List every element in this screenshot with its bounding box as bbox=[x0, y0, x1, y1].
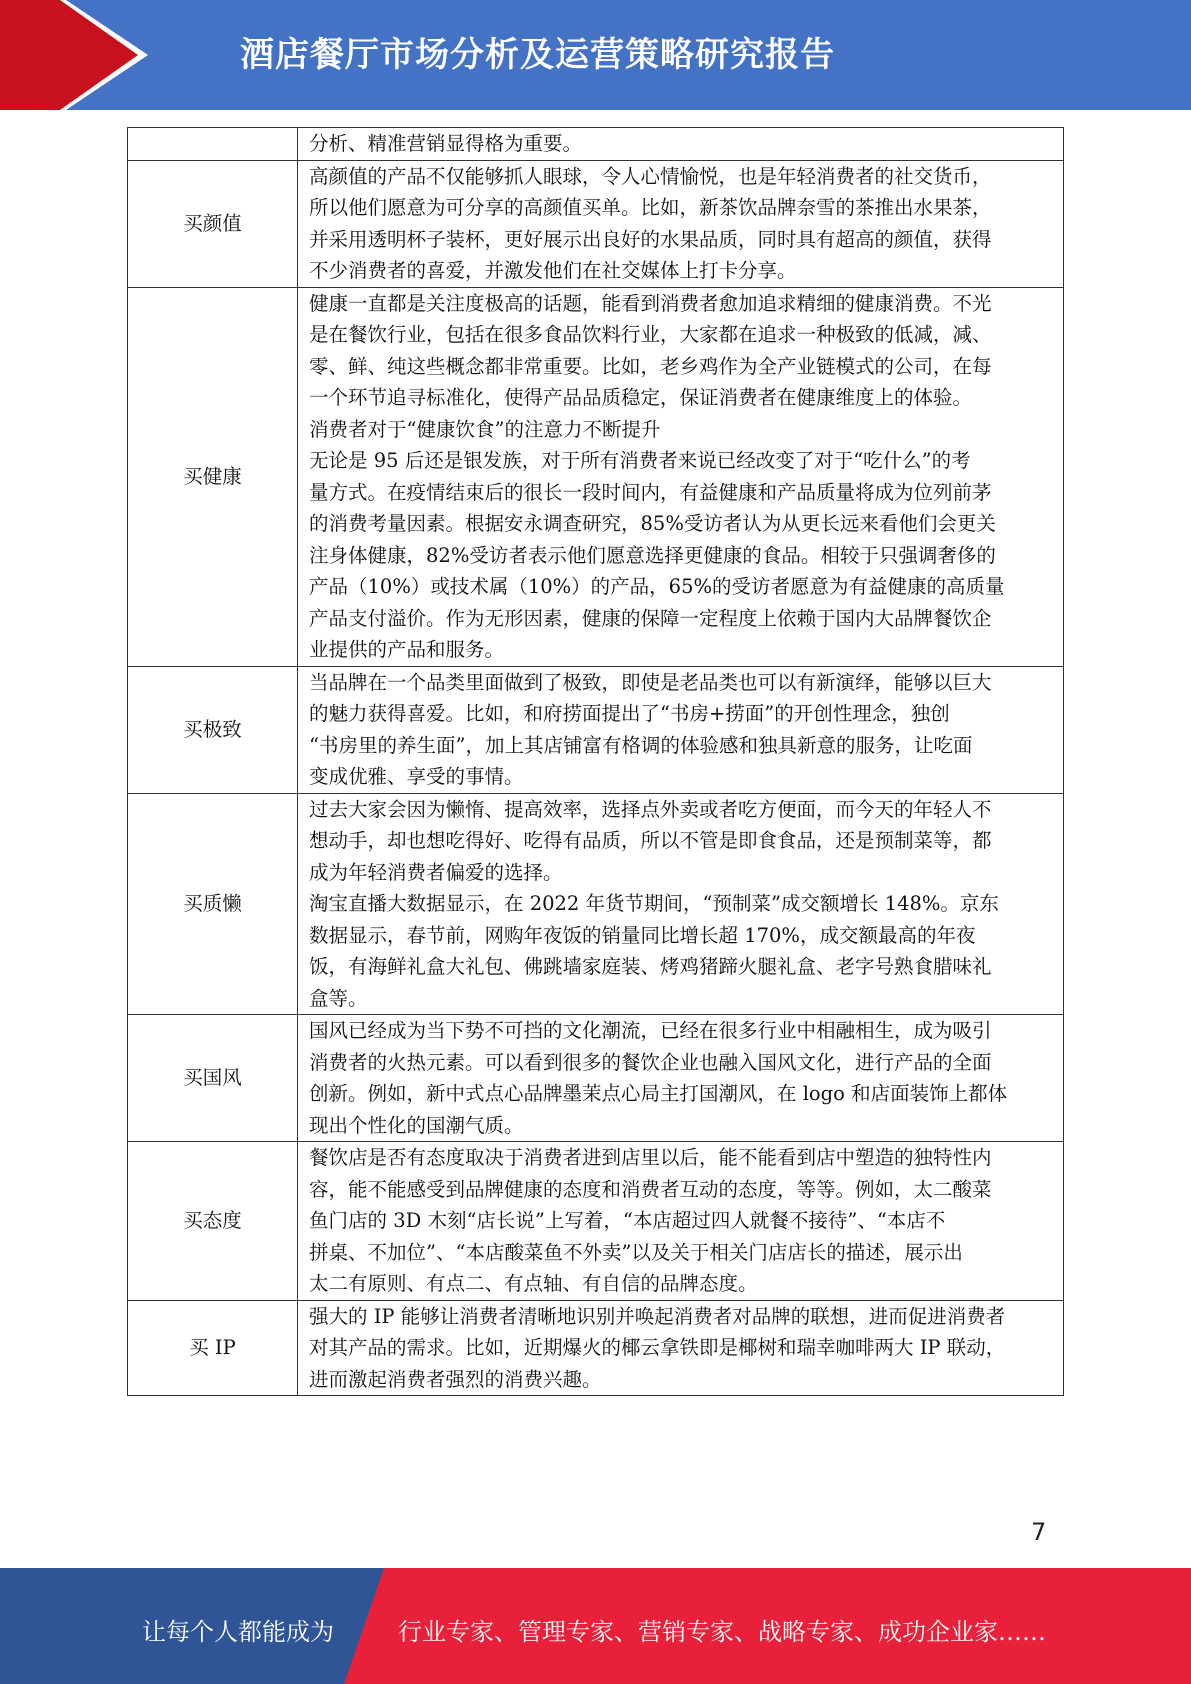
description-cell bbox=[298, 287, 1064, 666]
page-header bbox=[0, 0, 1191, 110]
table-row bbox=[128, 1142, 1064, 1301]
description-line: 盒等。 bbox=[309, 986, 368, 1010]
description-cell bbox=[298, 666, 1064, 793]
description-line: 餐饮店是否有态度取决于消费者进到店里以后，能不能看到店中塑造的独特性内 bbox=[309, 1146, 992, 1169]
strategy-table bbox=[127, 127, 1064, 1396]
description-line: “书房里的养生面”，加上其店铺富有格调的体验感和独具新意的服务，让吃面 bbox=[309, 733, 973, 757]
description-cell bbox=[298, 1300, 1064, 1396]
description-line: 无论是 95 后还是银发族，对于所有消费者来说已经改变了对于“吃什么”的考 bbox=[309, 449, 971, 472]
description-line: 现出个性化的国潮气质。 bbox=[309, 1113, 524, 1137]
description-line: 消费者的火热元素。可以看到很多的餐饮企业也融入国风文化，进行产品的全面 bbox=[309, 1050, 992, 1074]
description-line: 进而激起消费者强烈的消费兴趣。 bbox=[309, 1367, 602, 1391]
category-cell: 买健康 bbox=[128, 287, 298, 666]
table-row bbox=[128, 1300, 1064, 1396]
description-line: 变成优雅、享受的事情。 bbox=[309, 765, 524, 788]
description-line: 分析、精准营销显得格为重要。 bbox=[309, 132, 583, 155]
description-line: 产品支付溢价。作为无形因素，健康的保障一定程度上依赖于国内大品牌餐饮企 bbox=[309, 606, 992, 630]
page-number: 7 bbox=[1031, 1518, 1047, 1546]
description-line: 想动手，却也想吃得好、吃得有品质，所以不管是即食食品，还是预制菜等，都 bbox=[309, 829, 992, 852]
description-line: 业提供的产品和服务。 bbox=[309, 638, 505, 661]
page-footer bbox=[0, 1568, 1191, 1684]
table-row bbox=[128, 1015, 1064, 1142]
description-line: 成为年轻消费者偏爱的选择。 bbox=[309, 860, 563, 884]
description-line: 产品（10%）或技术属（10%）的产品，65%的受访者愿意为有益健康的高质量 bbox=[309, 575, 1005, 598]
description-line: 当品牌在一个品类里面做到了极致，即使是老品类也可以有新演绎，能够以巨大 bbox=[309, 670, 992, 694]
description-line: 健康一直都是关注度极高的话题，能看到消费者愈加追求精细的健康消费。不光 bbox=[309, 291, 992, 315]
table-row bbox=[128, 160, 1064, 287]
description-line: 对其产品的需求。比如，近期爆火的椰云拿铁即是椰树和瑞幸咖啡两大 IP 联动， bbox=[309, 1336, 1006, 1359]
category-cell: 买国风 bbox=[128, 1015, 298, 1142]
category-cell: 买极致 bbox=[128, 666, 298, 793]
description-line: 创新。例如，新中式点心品牌墨茉点心局主打国潮风，在 logo 和店面装饰上都体 bbox=[309, 1082, 1008, 1105]
category-cell bbox=[128, 128, 298, 161]
description-line: 不少消费者的喜爱，并激发他们在社交媒体上打卡分享。 bbox=[309, 259, 797, 282]
description-line: 的消费考量因素。根据安永调查研究，85%受访者认为从更长远来看他们会更关 bbox=[309, 512, 996, 535]
footer-slogan-left: 让每个人都能成为 bbox=[142, 1618, 334, 1646]
description-line: 拼桌、不加位”、“本店酸菜鱼不外卖”以及关于相关门店店长的描述，展示出 bbox=[309, 1240, 963, 1264]
category-cell: 买态度 bbox=[128, 1142, 298, 1301]
description-line: 数据显示，春节前，网购年夜饭的销量同比增长超 170%，成交额最高的年夜 bbox=[309, 923, 976, 947]
description-line: 国风已经成为当下势不可挡的文化潮流，已经在很多行业中相融相生，成为吸引 bbox=[309, 1019, 992, 1042]
category-cell: 买颜值 bbox=[128, 160, 298, 287]
description-line: 量方式。在疫情结束后的很长一段时间内，有益健康和产品质量将成为位列前茅 bbox=[309, 480, 992, 504]
table-row bbox=[128, 128, 1064, 161]
footer-slogan-right: 行业专家、管理专家、营销专家、战略专家、成功企业家…… bbox=[398, 1618, 1046, 1646]
description-line: 消费者对于“健康饮食”的注意力不断提升 bbox=[309, 417, 661, 441]
description-cell bbox=[298, 128, 1064, 161]
description-line: 所以他们愿意为可分享的高颜值买单。比如，新茶饮品牌奈雪的茶推出水果茶， bbox=[309, 196, 992, 219]
description-line: 淘宝直播大数据显示，在 2022 年货节期间，“预制菜”成交额增长 148%。京东 bbox=[309, 892, 999, 915]
table-row bbox=[128, 793, 1064, 1015]
description-line: 注身体健康，82%受访者表示他们愿意选择更健康的食品。相较于只强调奢侈的 bbox=[309, 543, 996, 567]
description-line: 饭，有海鲜礼盒大礼包、佛跳墙家庭装、烤鸡猪蹄火腿礼盒、老字号熟食腊味礼 bbox=[309, 955, 992, 978]
table-row bbox=[128, 666, 1064, 793]
description-line: 并采用透明杯子装杯，更好展示出良好的水果品质，同时具有超高的颜值，获得 bbox=[309, 227, 992, 251]
description-line: 太二有原则、有点二、有点轴、有自信的品牌态度。 bbox=[309, 1272, 758, 1295]
category-cell: 买质懒 bbox=[128, 793, 298, 1015]
description-cell bbox=[298, 793, 1064, 1015]
category-cell: 买 IP bbox=[128, 1300, 298, 1396]
description-line: 高颜值的产品不仅能够抓人眼球，令人心情愉悦，也是年轻消费者的社交货币， bbox=[309, 164, 992, 188]
description-line: 的魅力获得喜爱。比如，和府捞面提出了“书房+捞面”的开创性理念，独创 bbox=[309, 702, 950, 725]
description-cell bbox=[298, 1015, 1064, 1142]
description-line: 零、鲜、纯这些概念都非常重要。比如，老乡鸡作为全产业链模式的公司，在每 bbox=[309, 354, 992, 378]
report-title: 酒店餐厅市场分析及运营策略研究报告 bbox=[240, 35, 835, 75]
description-line: 过去大家会因为懒惰、提高效率，选择点外卖或者吃方便面，而今天的年轻人不 bbox=[309, 797, 992, 821]
description-line: 鱼门店的 3D 木刻“店长说”上写着，“本店超过四人就餐不接待”、“本店不 bbox=[309, 1209, 946, 1232]
description-cell bbox=[298, 160, 1064, 287]
description-line: 一个环节追寻标准化，使得产品品质稳定，保证消费者在健康维度上的体验。 bbox=[309, 386, 973, 409]
description-line: 容，能不能感受到品牌健康的态度和消费者互动的态度，等等。例如，太二酸菜 bbox=[309, 1177, 992, 1201]
description-cell bbox=[298, 1142, 1064, 1301]
description-line: 是在餐饮行业，包括在很多食品饮料行业，大家都在追求一种极致的低减，减、 bbox=[309, 323, 992, 346]
table-row bbox=[128, 287, 1064, 666]
description-line: 强大的 IP 能够让消费者清晰地识别并唤起消费者对品牌的联想，进而促进消费者 bbox=[309, 1304, 1006, 1328]
chevron-arrow-icon bbox=[0, 0, 170, 110]
